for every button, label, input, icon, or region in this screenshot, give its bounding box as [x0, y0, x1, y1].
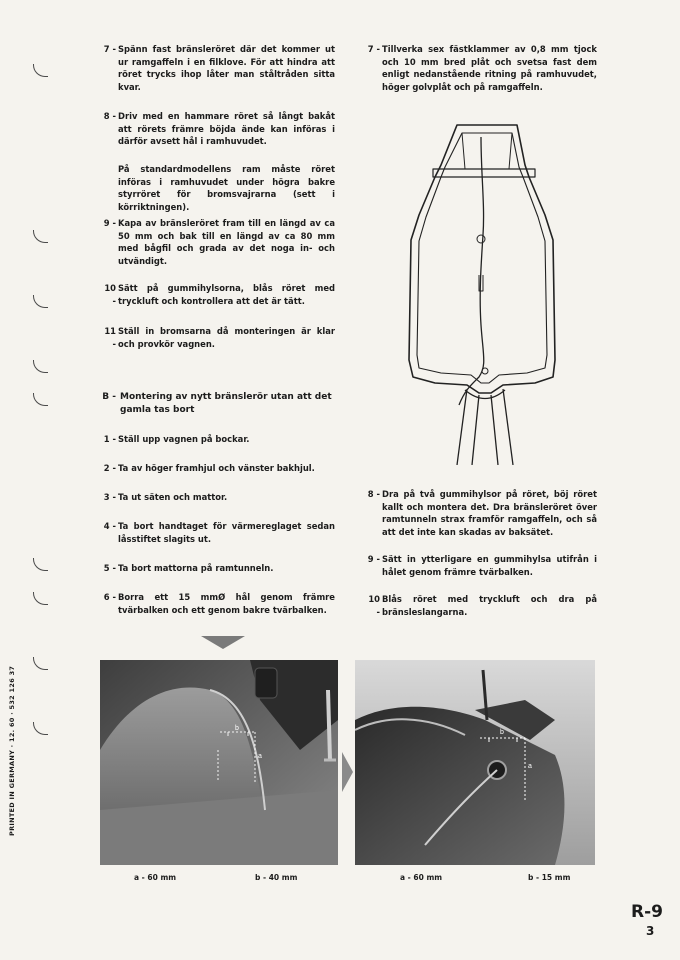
binder-hole — [33, 393, 48, 406]
page-code: R-9 — [631, 902, 663, 922]
dimension-label-b: b — [235, 725, 239, 732]
step-number: 2 - — [103, 463, 116, 473]
step-number: 10 - — [104, 283, 116, 306]
binder-hole — [33, 230, 48, 243]
step-number: 1 - — [103, 434, 116, 444]
binder-hole — [33, 657, 48, 670]
left-photo — [100, 660, 338, 865]
dimension-label-a: a — [258, 753, 262, 760]
step-text: Ta bort handtaget för värmereglaget sedan låsstiftet slagits ut. — [118, 521, 335, 544]
binder-hole — [33, 592, 48, 605]
right-caption-a: a - 60 mm — [400, 873, 443, 882]
step-text: Spänn fast bränsleröret där det kommer ut ur ramgaffeln i en filklove. För att hindra att röret trycks ihop låter man ståltråden sitta kvar. — [118, 44, 335, 92]
b-step-1 — [100, 433, 335, 446]
step-text: Ta av höger framhjul och vänster bakhjul. — [118, 463, 315, 473]
print-note: PRINTED IN GERMANY · 12. 60 · 532 126 37 — [8, 665, 16, 836]
step-11 — [100, 325, 335, 350]
step-number: 3 - — [103, 492, 116, 502]
dimension-label-b: b — [500, 729, 504, 736]
right-step-9 — [364, 553, 597, 578]
step-text: Blås röret med tryckluft och dra på bränsleslangarna. — [382, 594, 597, 617]
step-8 — [100, 110, 335, 148]
step-number: 4 - — [103, 521, 116, 531]
step-number: 6 - — [103, 592, 116, 602]
step-number: 5 - — [103, 563, 116, 573]
step-number: 7 - — [367, 44, 380, 54]
left-photo-illustration — [100, 660, 338, 865]
binder-hole — [33, 295, 48, 308]
step-number: 11 - — [104, 326, 116, 349]
arrow-right-icon — [342, 752, 353, 792]
right-photo-illustration — [355, 660, 595, 865]
step-text: Tillverka sex fästklammer av 0,8 mm tjock och 10 mm bred plåt och svetsa fast dem enligt nedanstående ritning på ramhuvudet, höger golvplåt och på ramgaffeln. — [382, 44, 597, 92]
step-number: 8 - — [103, 111, 116, 121]
b-step-2 — [100, 462, 335, 475]
step-10 — [100, 282, 335, 307]
standard-model-note: På standardmodellens ram måste röret införas i ramhuvudet under högra bakre styrröret för bromsvajrarna (sett i körriktningen). — [118, 164, 335, 212]
step-text: Driv med en hammare röret så långt bakåt att rörets främre böjda ände kan införas i därför avsett hål i ramhuvudet. — [118, 111, 335, 147]
step-text: Ställ in bromsarna då monteringen är klar och provkör vagnen. — [118, 326, 335, 349]
dimension-label-a: a — [528, 763, 532, 770]
left-caption-b: b - 40 mm — [255, 873, 298, 882]
step-text: Ta bort mattorna på ramtunneln. — [118, 563, 274, 573]
right-step-7 — [364, 43, 597, 93]
step-9 — [100, 217, 335, 267]
binder-hole — [33, 558, 48, 571]
step-text: Borra ett 15 mmØ hål genom främre tvärbalken och ett genom bakre tvärbalken. — [118, 592, 335, 615]
step-number: 9 - — [367, 554, 380, 564]
step-text: Ta ut säten och mattor. — [118, 492, 228, 502]
step-number: 9 - — [103, 218, 116, 228]
page-number: 3 — [646, 924, 655, 938]
binder-hole — [33, 360, 48, 373]
section-number: B - — [102, 392, 116, 402]
step-number: 10 - — [368, 594, 380, 617]
step-text: Dra på två gummihylsor på röret, böj röret kallt och montera det. Dra bränsleröret över ramtunneln strax framför ramgaffeln, och så att det inte kan skadas av baksätet. — [382, 489, 597, 537]
step-number: 8 - — [367, 489, 380, 499]
binder-hole — [33, 722, 48, 735]
step-number: 7 - — [103, 44, 116, 54]
step-text: Sätt på gummihylsorna, blås röret med tryckluft och kontrollera att det är tätt. — [118, 283, 335, 306]
right-step-8 — [364, 488, 597, 538]
binder-hole — [33, 64, 48, 77]
b-step-5 — [100, 562, 335, 575]
left-caption-a: a - 60 mm — [134, 873, 177, 882]
step-7 — [100, 43, 335, 93]
b-step-6 — [100, 591, 335, 616]
right-caption-b: b - 15 mm — [528, 873, 571, 882]
b-step-3 — [100, 491, 335, 504]
step-text: Kapa av bränsleröret fram till en längd av ca 50 mm och bak till en längd av ca 80 mm med bågfil och grada av det noga in- och utvändigt. — [118, 218, 335, 266]
section-title: Montering av nytt bränslerör utan att det gamla tas bort — [120, 392, 332, 415]
arrow-down-icon — [201, 636, 245, 649]
b-step-4 — [100, 520, 335, 545]
step-text: Ställ upp vagnen på bockar. — [118, 434, 250, 444]
right-step-10 — [364, 593, 597, 618]
section-b-heading — [100, 391, 335, 417]
frame-drawing — [395, 115, 565, 465]
right-photo — [355, 660, 595, 865]
step-text: Sätt in ytterligare en gummihylsa utifrån i hålet genom främre tvärbalken. — [382, 554, 597, 577]
